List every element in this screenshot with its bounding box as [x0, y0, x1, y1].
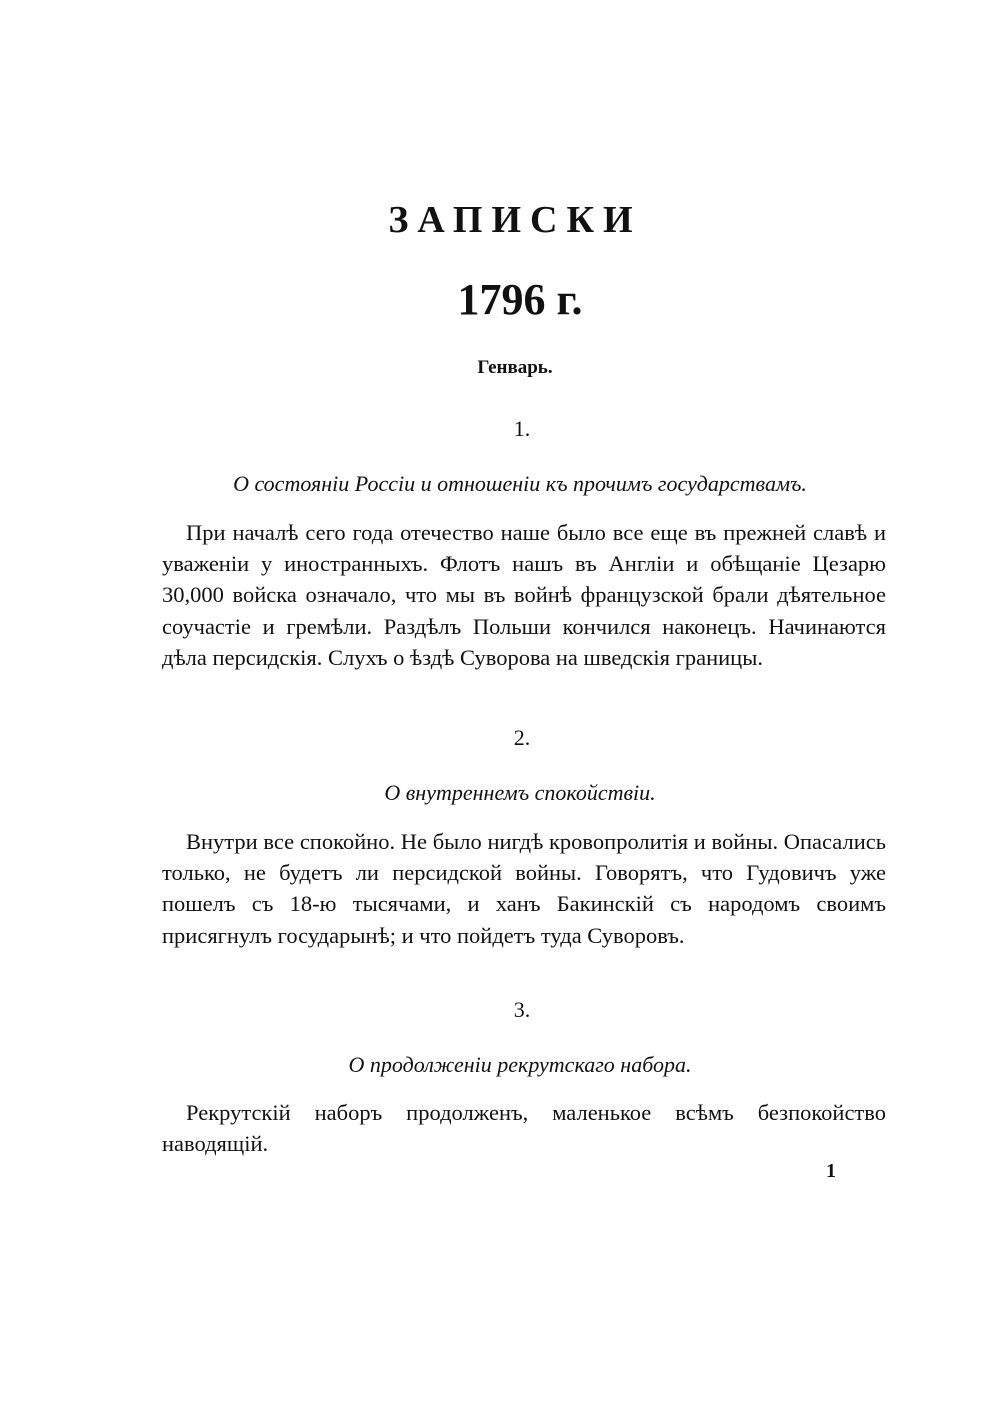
section-3-paragraph: Рекрутскiй наборъ продолженъ, маленькое всѣмъ безпокойство наводящiй. [162, 1100, 886, 1157]
section-3-heading: О продолженiи рекрутскаго набора. [348, 1052, 692, 1077]
section-2-number: 2. [513, 725, 531, 750]
section-1-paragraph: При началѣ сего года отечество наше было все еще въ прежней славѣ и уваженiи у иностранныхъ. Флотъ нашъ въ Англiи и обѣщанiе Цезарю 30,000 войска означало, что мы въ войнѣ французской брали дѣятельное соучастiе и гремѣли. Раздѣлъ Польши кончился наконецъ. Начинаются дѣла персидскiя. Слухъ о ѣздѣ Суворова на шведскiя границы. [162, 520, 886, 670]
section-3-number: 3. [513, 997, 531, 1022]
month-heading: Генварь. [477, 357, 553, 378]
document-title: ЗАПИСКИ [388, 199, 642, 241]
document-year: 1796 г. [457, 275, 583, 324]
section-2-paragraph: Внутри все спокойно. Не было нигдѣ кровопролитiя и войны. Опасались только, не будетъ ли персидской войны. Говорятъ, что Гудовичъ уже пошелъ съ 18-ю тысячами, и ханъ Бакинскiй съ народомъ своимъ присягнулъ государынѣ; и что пойдетъ туда Суворовъ. [162, 829, 886, 948]
section-1-heading: О состоянiи Россiи и отношенiи къ прочимъ государствамъ. [233, 471, 807, 496]
page-number: 1 [826, 1160, 836, 1182]
section-2-heading: О внутреннемъ спокойствiи. [384, 780, 656, 805]
section-1-number: 1. [513, 416, 531, 441]
